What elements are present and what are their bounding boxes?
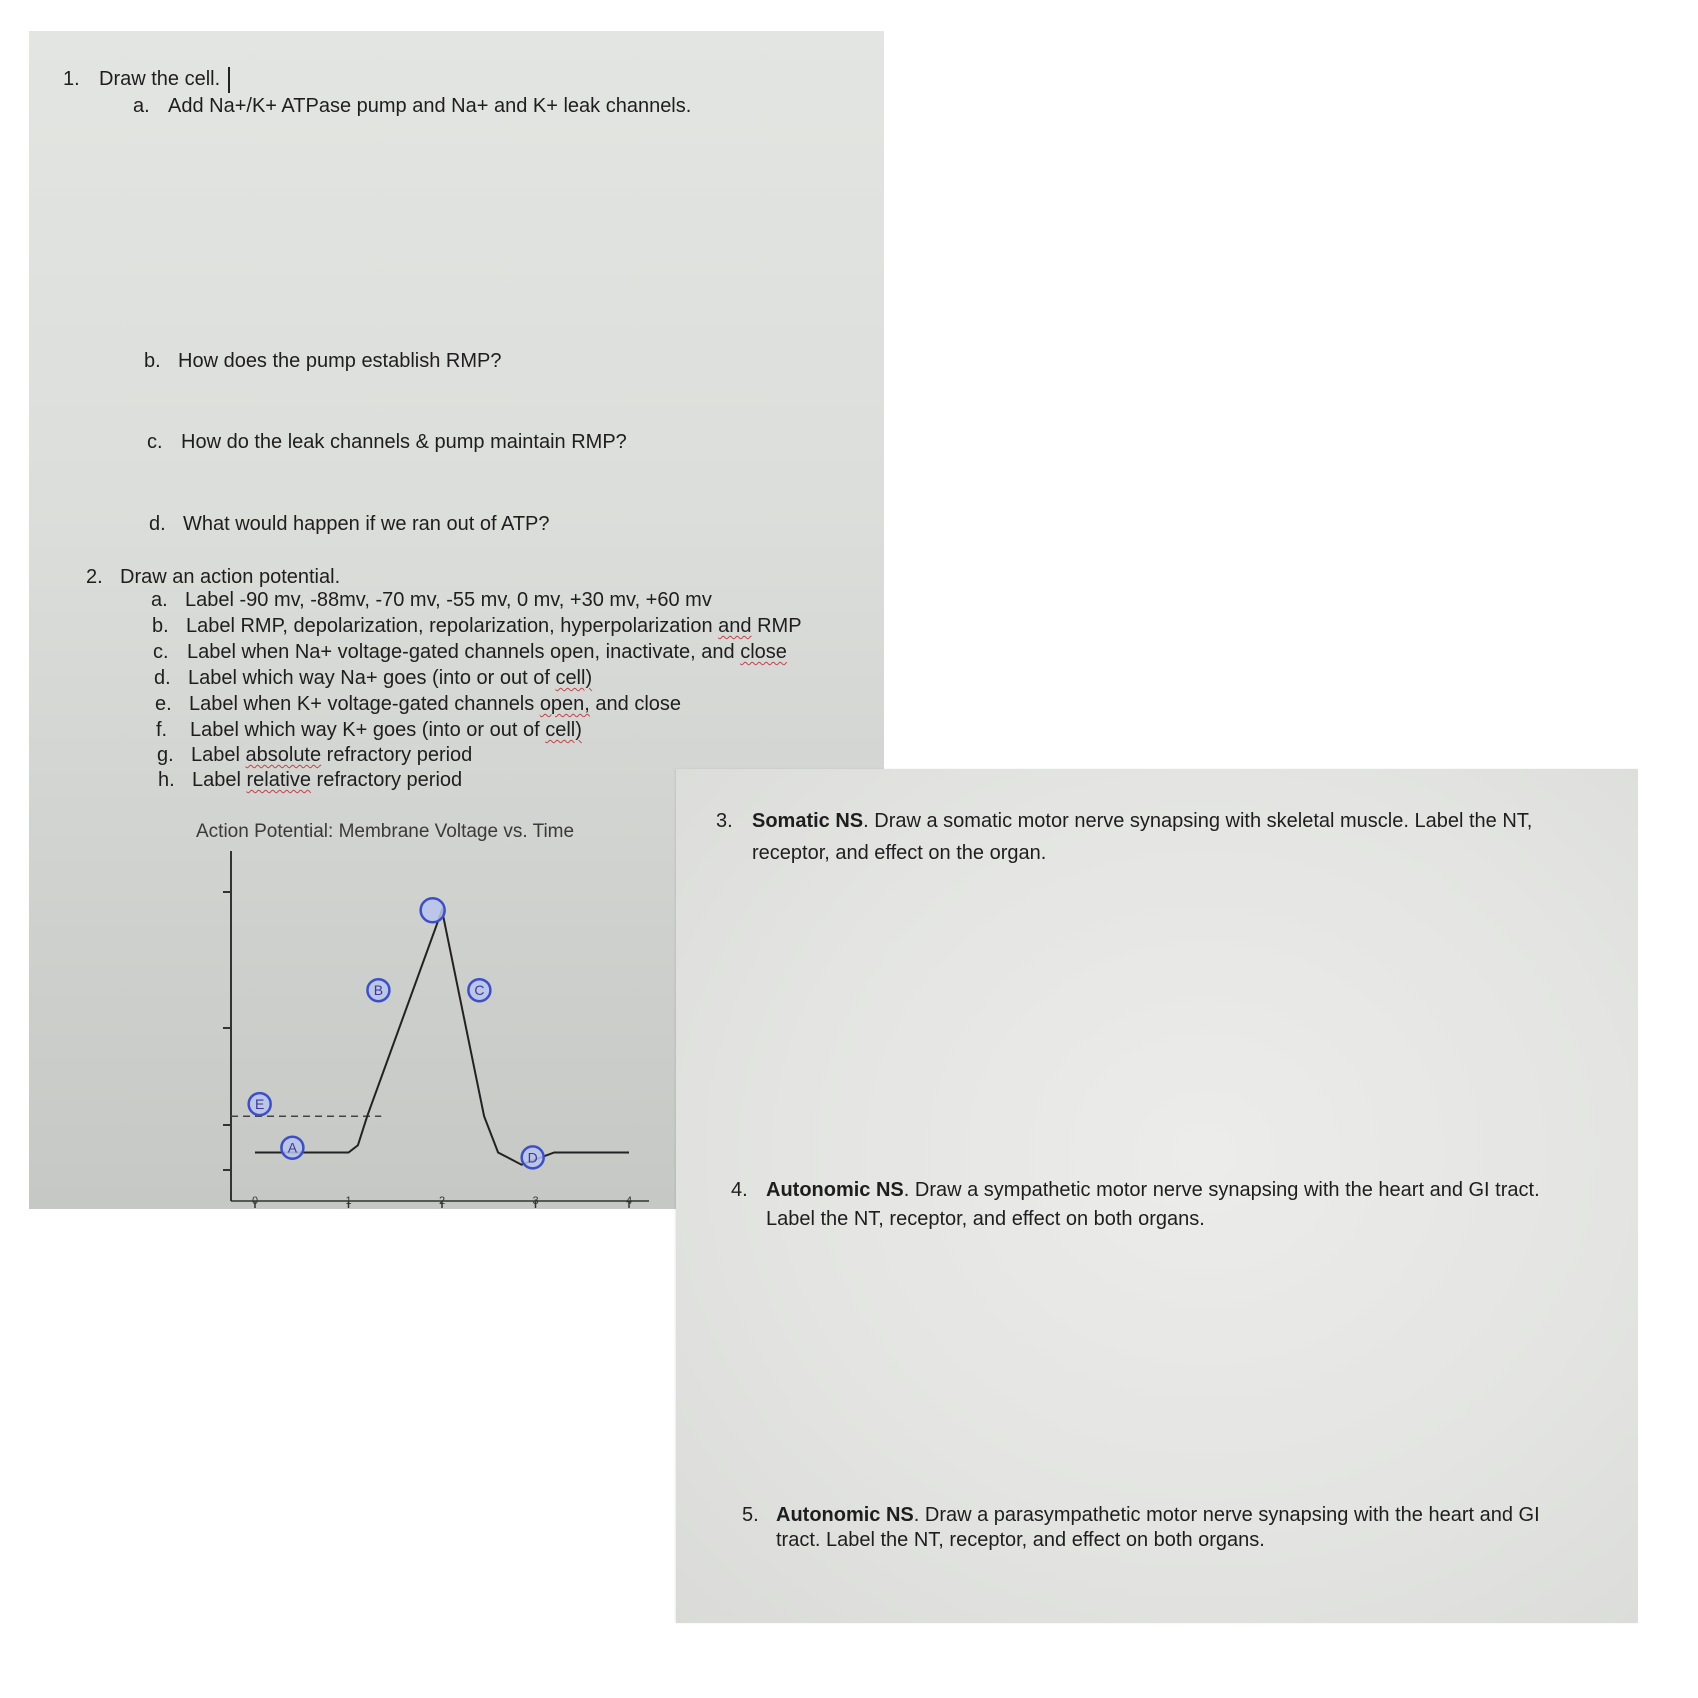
q3-line1 xyxy=(752,809,1532,833)
badge-label: E xyxy=(255,1096,265,1113)
q2d-text: Label which way Na+ goes (into or out of cell) xyxy=(188,667,593,689)
q5-line1 xyxy=(776,1503,1540,1527)
badge-a xyxy=(281,1137,303,1159)
q1c-letter: c. xyxy=(147,431,163,453)
worksheet-photo-right xyxy=(676,769,1638,1623)
q3-line2: receptor, and effect on the organ. xyxy=(752,842,1047,864)
q2f-letter: f. xyxy=(156,719,168,741)
spellcheck-underline: and xyxy=(718,615,752,637)
q2g-letter: g. xyxy=(157,744,174,766)
q2b-letter: b. xyxy=(152,615,169,637)
q1-text: Draw the cell. xyxy=(99,68,221,90)
q1-number: 1. xyxy=(63,68,80,90)
q2-text: Draw an action potential. xyxy=(120,566,341,588)
q4-heading: Autonomic NS xyxy=(766,1179,904,1201)
badge-label: C xyxy=(474,982,485,999)
x-tick-label: 0 xyxy=(251,1195,259,1207)
q4-number: 4. xyxy=(731,1179,748,1201)
q2c-text: Label when Na+ voltage-gated channels open, inactivate, and close xyxy=(187,641,787,663)
text-cursor xyxy=(228,67,230,93)
q2a-text: Label -90 mv, -88mv, -70 mv, -55 mv, 0 mv, +30 mv, +60 mv xyxy=(185,589,712,611)
q2a-letter: a. xyxy=(151,589,168,611)
q1d-letter: d. xyxy=(149,513,166,535)
x-tick-label: 4 xyxy=(625,1195,633,1207)
q1d-text: What would happen if we ran out of ATP? xyxy=(183,513,550,535)
q5-line1-text: . Draw a parasympathetic motor nerve synapsing with the heart and GI xyxy=(913,1504,1540,1526)
q2e-letter: e. xyxy=(155,693,172,715)
q4-line1 xyxy=(766,1178,1540,1202)
badge-markers xyxy=(249,898,544,1168)
spellcheck-underline: cell) xyxy=(555,667,593,689)
q1b-letter: b. xyxy=(144,350,161,372)
badge-circle xyxy=(421,898,445,922)
q2g-text: Label absolute refractory period xyxy=(191,744,473,766)
chart-title: Action Potential: Membrane Voltage vs. Time xyxy=(196,821,575,842)
q5-number: 5. xyxy=(742,1504,759,1526)
x-tick-label: 2 xyxy=(438,1195,446,1207)
x-tick-label: 1 xyxy=(345,1195,352,1207)
spellcheck-underline: relative xyxy=(246,769,311,791)
badge-c xyxy=(468,979,490,1001)
badge-label: B xyxy=(373,982,384,999)
badge-d xyxy=(522,1146,544,1168)
q2h-letter: h. xyxy=(158,769,175,791)
q2b-text: Label RMP, depolarization, repolarization, hyperpolarization and RMP xyxy=(186,615,802,637)
q3-number: 3. xyxy=(716,810,733,832)
q1b-text: How does the pump establish RMP? xyxy=(178,350,502,372)
q2f-text: Label which way K+ goes (into or out of cell) xyxy=(190,719,582,741)
q1c-text: How do the leak channels & pump maintain RMP? xyxy=(181,431,627,453)
spellcheck-underline: close xyxy=(740,641,787,663)
action-potential-series-line xyxy=(255,910,629,1164)
q2d-letter: d. xyxy=(154,667,171,689)
q1a-text: Add Na+/K+ ATPase pump and Na+ and K+ leak channels. xyxy=(168,95,692,117)
q3-line1-text: . Draw a somatic motor nerve synapsing with skeletal muscle. Label the NT, xyxy=(863,810,1533,832)
q5-heading: Autonomic NS xyxy=(776,1504,914,1526)
q2c-letter: c. xyxy=(153,641,169,663)
badge-label: A xyxy=(287,1139,298,1156)
badge-label: D xyxy=(527,1149,538,1166)
spellcheck-underline: absolute xyxy=(245,744,322,766)
q2-number: 2. xyxy=(86,566,103,588)
q2e-text: Label when K+ voltage-gated channels open, and close xyxy=(189,693,682,715)
action-potential-chart: 0 1 2 3 4 AB CDE Time (msec) xyxy=(179,846,649,1209)
q4-line2: Label the NT, receptor, and effect on both organs. xyxy=(766,1208,1205,1230)
spellcheck-underline: open, xyxy=(539,693,590,715)
spellcheck-underline: cell) xyxy=(545,719,582,741)
badge-b xyxy=(367,979,389,1001)
q3-heading: Somatic NS xyxy=(752,810,864,832)
badge-e xyxy=(249,1093,271,1115)
q1a-letter: a. xyxy=(133,95,150,117)
q5-line2: tract. Label the NT, receptor, and effect on both organs. xyxy=(776,1529,1265,1551)
badge-peak xyxy=(421,898,445,922)
x-tick-label: 3 xyxy=(532,1195,539,1207)
q4-line1-text: . Draw a sympathetic motor nerve synapsing with the heart and GI tract. xyxy=(903,1179,1540,1201)
q2h-text: Label relative refractory period xyxy=(192,769,463,791)
